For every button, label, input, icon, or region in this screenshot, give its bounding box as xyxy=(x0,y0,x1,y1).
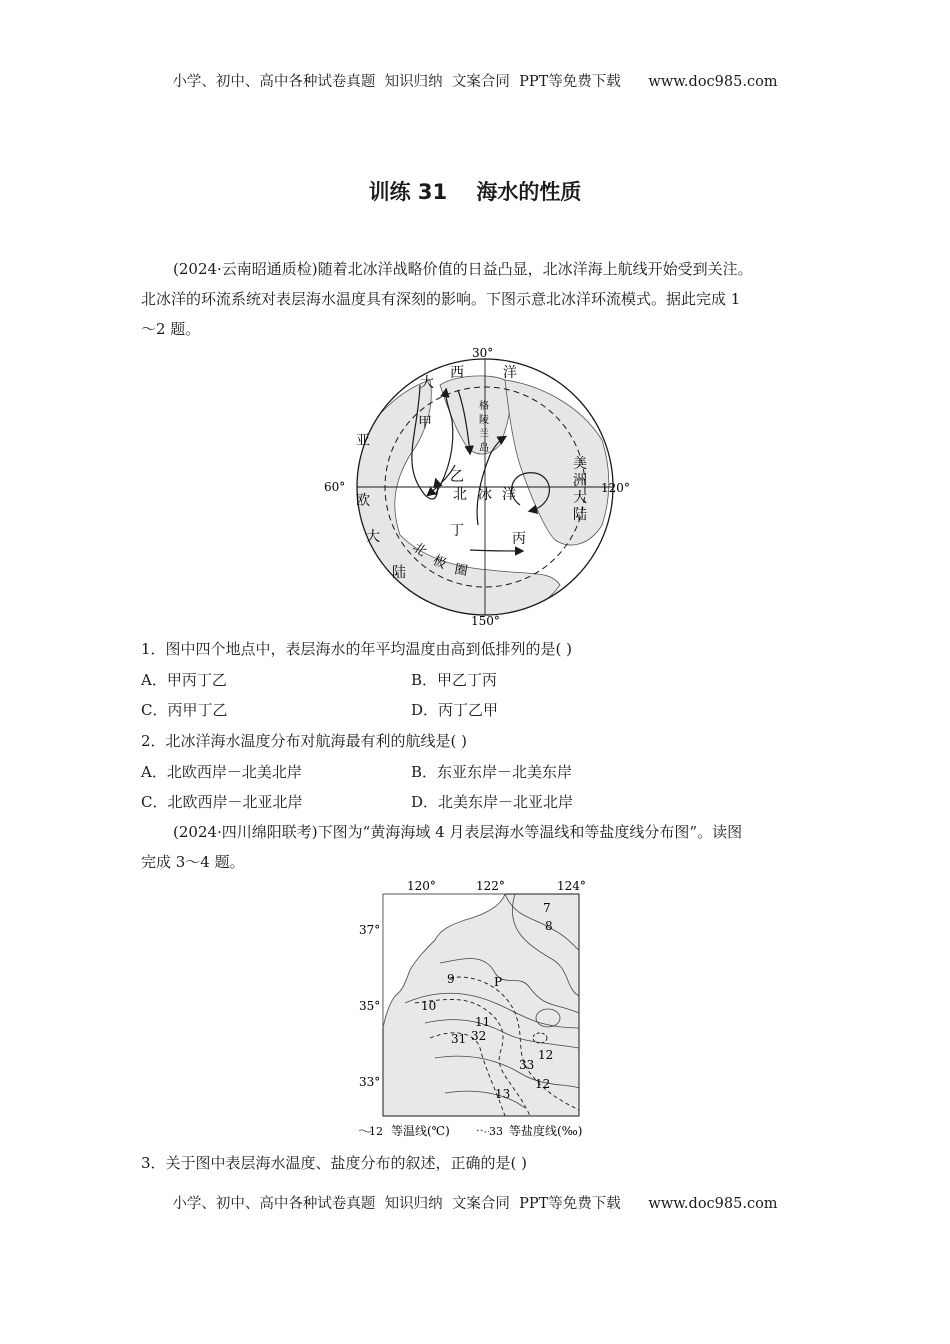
label-america-1: 美 xyxy=(573,456,587,472)
label-greenland-1: 格 xyxy=(479,401,489,412)
sal-31: 31 xyxy=(451,1032,467,1046)
iso-12a: 12 xyxy=(538,1048,554,1062)
legend-sal-num: 33 xyxy=(489,1125,503,1138)
label-yi: 乙 xyxy=(450,469,464,485)
intro-paragraph-2 xyxy=(141,817,811,877)
lat-37: 37° xyxy=(359,923,381,937)
yellow-sea-isoline-map xyxy=(355,878,600,1140)
lat-33: 33° xyxy=(359,1075,381,1089)
label-america-2: 洲 xyxy=(573,473,587,489)
intro1-line-1: (2024·云南昭通质检)随着北冰洋战略价值的日益凸显，北冰洋海上航线开始受到关注。 xyxy=(173,260,753,278)
label-america-4: 陆 xyxy=(573,507,587,523)
label-asia-2: 欧 xyxy=(356,493,370,509)
lon-120: 120° xyxy=(407,879,436,893)
label-bing: 丙 xyxy=(512,531,526,547)
intro1-line-2: 北冰洋的环流系统对表层海水温度具有深刻的影响。下图示意北冰洋环流模式。据此完成 1 xyxy=(141,290,741,308)
label-xi: 西 xyxy=(450,365,464,381)
lat-35: 35° xyxy=(359,999,381,1013)
label-bing-ice: 冰 xyxy=(478,487,492,503)
page-footer: 小学、初中、高中各种试卷真题 知识归纳 文案合同 PPT等免费下载 www.doc985.com xyxy=(172,1196,778,1212)
q1-option-a: A．甲丙丁乙 xyxy=(141,671,227,689)
label-america-3: 大 xyxy=(573,490,587,506)
lon-124: 124° xyxy=(557,879,586,893)
iso-10: 10 xyxy=(421,999,437,1013)
iso-12b: 12 xyxy=(535,1077,551,1091)
label-yang2: 洋 xyxy=(502,487,516,503)
label-arctic-circle-2: 极 xyxy=(430,553,449,573)
iso-9: 9 xyxy=(447,972,455,986)
arctic-circulation-map xyxy=(324,345,630,628)
sal-32: 32 xyxy=(471,1029,487,1043)
legend-temp-num: 12 xyxy=(369,1125,383,1138)
iso-11: 11 xyxy=(475,1015,491,1029)
label-da: 大 xyxy=(420,375,434,391)
q1-option-b: B．甲乙丁丙 xyxy=(411,671,498,689)
label-arctic-circle-3: 圈 xyxy=(453,562,469,580)
q2-option-c: C．北欧西岸－北亚北岸 xyxy=(141,793,303,811)
intro1-line-3: ～2 题。 xyxy=(141,320,201,338)
point-p: P xyxy=(494,975,503,989)
q3-stem: 3．关于图中表层海水温度、盐度分布的叙述，正确的是( ) xyxy=(141,1154,528,1172)
q2-option-d: D．北美东岸－北亚北岸 xyxy=(411,793,574,811)
q1-stem: 1．图中四个地点中，表层海水的年平均温度由高到低排列的是( ) xyxy=(141,640,573,658)
label-asia-1: 亚 xyxy=(356,433,370,449)
legend-temp: 等温线(℃) xyxy=(391,1124,450,1138)
q1-option-c: C．丙甲丁乙 xyxy=(141,701,228,719)
deg-150: 150° xyxy=(471,614,500,628)
legend-sal: 等盐度线(‰) xyxy=(509,1124,583,1138)
label-yang: 洋 xyxy=(503,365,517,381)
page-title: 训练 31 海水的性质 xyxy=(368,180,582,204)
deg-30: 30° xyxy=(472,346,494,360)
iso-8: 8 xyxy=(545,919,553,933)
deg-60: 60° xyxy=(324,480,346,494)
q2-option-a: A．北欧西岸－北美北岸 xyxy=(141,763,302,781)
intro-paragraph-1 xyxy=(141,254,811,344)
q2-option-b: B．东亚东岸－北美东岸 xyxy=(411,763,573,781)
label-arctic-circle-1: 北 xyxy=(409,539,429,560)
label-asia-4: 陆 xyxy=(392,565,406,581)
label-ding: 丁 xyxy=(450,523,464,539)
label-jia: 甲 xyxy=(418,415,432,431)
label-asia-3: 大 xyxy=(366,529,380,545)
iso-7: 7 xyxy=(543,901,551,915)
sal-33: 33 xyxy=(519,1058,535,1072)
intro2-line-1: (2024·四川绵阳联考)下图为“黄海海域 4 月表层海水等温线和等盐度线分布图”。读图 xyxy=(173,823,743,841)
lon-122: 122° xyxy=(476,879,505,893)
iso-13: 13 xyxy=(495,1087,511,1101)
q1-option-d: D．丙丁乙甲 xyxy=(411,701,499,719)
page-header: 小学、初中、高中各种试卷真题 知识归纳 文案合同 PPT等免费下载 www.doc985.com xyxy=(172,74,778,90)
deg-120: 120° xyxy=(601,481,630,495)
intro2-line-2: 完成 3～4 题。 xyxy=(141,853,245,871)
label-bei: 北 xyxy=(453,487,467,503)
label-greenland-4: 岛 xyxy=(479,443,489,454)
q2-stem: 2．北冰洋海水温度分布对航海最有利的航线是( ) xyxy=(141,732,468,750)
label-greenland-3: 兰 xyxy=(479,429,489,440)
label-greenland-2: 陵 xyxy=(479,415,489,426)
legend-sal-symbol xyxy=(477,1130,489,1132)
